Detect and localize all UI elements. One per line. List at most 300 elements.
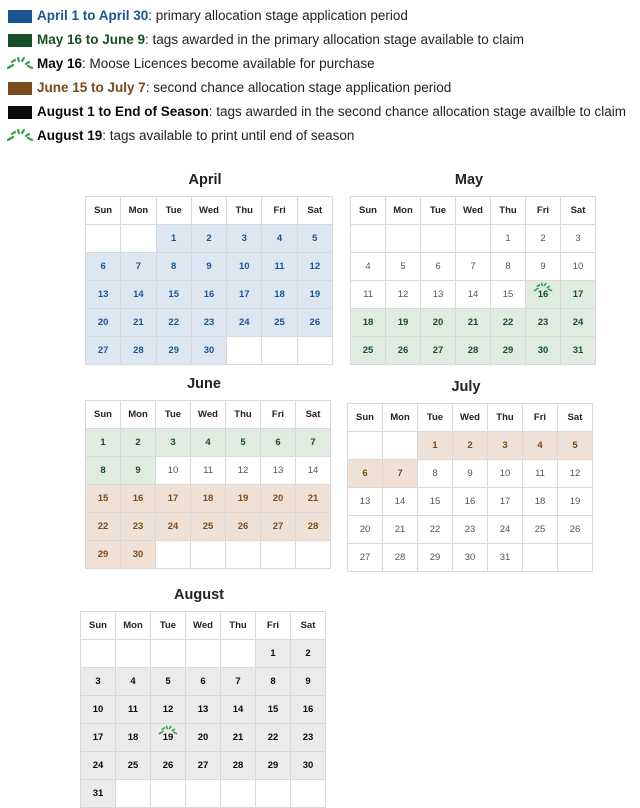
weekday-header: Fri xyxy=(261,401,296,429)
day-cell xyxy=(491,253,526,281)
day-cell xyxy=(221,696,256,724)
day-cell xyxy=(558,516,593,544)
day-cell xyxy=(156,309,191,337)
weekday-header: Mon xyxy=(383,404,418,432)
day-cell xyxy=(186,668,221,696)
day-cell xyxy=(491,225,526,253)
day-number: 10 xyxy=(167,465,179,476)
day-cell xyxy=(121,457,156,485)
day-number: 7 xyxy=(470,261,476,272)
empty-cell xyxy=(348,432,383,460)
day-cell xyxy=(558,488,593,516)
legend-description: : Moose Licences become available for purchase xyxy=(82,56,375,71)
weekday-header: Tue xyxy=(156,197,191,225)
day-number: 10 xyxy=(572,261,584,272)
day-number: 1 xyxy=(432,440,438,451)
day-cell xyxy=(526,225,561,253)
empty-cell xyxy=(383,432,418,460)
day-cell xyxy=(221,668,256,696)
day-cell xyxy=(262,225,297,253)
weekday-header: Wed xyxy=(456,197,491,225)
day-cell xyxy=(297,309,332,337)
day-cell xyxy=(261,429,296,457)
day-cell xyxy=(151,696,186,724)
day-number: 29 xyxy=(267,760,279,771)
empty-cell xyxy=(86,225,121,253)
day-cell xyxy=(191,309,226,337)
day-number: 26 xyxy=(397,345,409,356)
day-cell xyxy=(348,516,383,544)
day-number: 6 xyxy=(200,676,206,687)
day-number: 9 xyxy=(467,468,473,479)
day-cell xyxy=(456,309,491,337)
weekday-header: Sat xyxy=(291,612,326,640)
day-cell xyxy=(418,432,453,460)
day-cell xyxy=(383,544,418,572)
day-number: 6 xyxy=(275,437,281,448)
day-number: 20 xyxy=(359,524,371,535)
day-cell xyxy=(256,640,291,668)
day-number: 18 xyxy=(534,496,546,507)
day-cell xyxy=(291,668,326,696)
legend-text xyxy=(37,54,375,74)
day-number: 13 xyxy=(272,465,284,476)
day-number: 6 xyxy=(362,468,368,479)
day-cell xyxy=(453,460,488,488)
day-number: 27 xyxy=(432,345,444,356)
day-cell xyxy=(561,337,596,365)
day-number: 8 xyxy=(505,261,511,272)
day-cell xyxy=(291,640,326,668)
day-number: 5 xyxy=(572,440,578,451)
day-number: 16 xyxy=(203,289,215,300)
day-cell xyxy=(191,225,226,253)
day-cell xyxy=(121,429,156,457)
day-number: 11 xyxy=(274,261,285,272)
day-cell xyxy=(256,724,291,752)
day-cell xyxy=(156,281,191,309)
empty-cell xyxy=(227,337,262,365)
weekday-header: Sat xyxy=(558,404,593,432)
day-cell xyxy=(226,513,261,541)
weekday-header: Tue xyxy=(421,197,456,225)
day-number: 23 xyxy=(203,317,215,328)
day-number: 24 xyxy=(92,760,104,771)
day-number: 23 xyxy=(302,732,314,743)
day-number: 7 xyxy=(135,261,142,272)
weekday-header: Fri xyxy=(526,197,561,225)
day-number: 15 xyxy=(429,496,441,507)
day-number: 14 xyxy=(307,465,319,476)
day-number: 11 xyxy=(203,465,213,476)
day-number: 27 xyxy=(197,760,209,771)
legend-date-range: August 1 to End of Season xyxy=(37,104,209,119)
legend-swatch xyxy=(8,34,32,47)
day-cell xyxy=(348,488,383,516)
day-number: 2 xyxy=(206,233,212,244)
day-cell xyxy=(453,488,488,516)
day-number: 8 xyxy=(100,465,106,476)
day-number: 16 xyxy=(464,496,476,507)
day-cell xyxy=(561,281,596,309)
day-number: 3 xyxy=(170,437,176,448)
day-number: 8 xyxy=(171,261,177,272)
day-cell xyxy=(156,457,191,485)
month-grid xyxy=(85,196,333,365)
day-number: 22 xyxy=(168,317,179,328)
day-number: 29 xyxy=(502,345,514,356)
legend-date-range: April 1 to April 30 xyxy=(37,8,149,23)
day-number: 15 xyxy=(267,704,279,715)
legend-text xyxy=(37,30,524,50)
day-number: 22 xyxy=(267,732,279,743)
calendar-july xyxy=(347,377,585,572)
day-cell xyxy=(226,457,261,485)
day-number: 22 xyxy=(502,317,514,328)
day-number: 3 xyxy=(95,676,101,687)
day-cell xyxy=(386,281,421,309)
weekday-header: Fri xyxy=(523,404,558,432)
day-number: 27 xyxy=(272,521,284,532)
day-number: 25 xyxy=(362,345,374,356)
day-cell xyxy=(351,309,386,337)
day-number: 21 xyxy=(394,524,406,535)
day-cell xyxy=(296,429,331,457)
day-number: 1 xyxy=(270,648,276,659)
weekday-header: Sun xyxy=(351,197,386,225)
day-cell xyxy=(418,488,453,516)
day-cell xyxy=(456,253,491,281)
day-number: 24 xyxy=(238,317,250,328)
day-number: 23 xyxy=(464,524,476,535)
day-number: 13 xyxy=(432,289,444,300)
day-number: 31 xyxy=(572,345,584,356)
weekday-header: Sun xyxy=(81,612,116,640)
day-number: 15 xyxy=(97,493,109,504)
day-number: 26 xyxy=(569,524,581,535)
day-number: 18 xyxy=(127,732,139,743)
day-number: 19 xyxy=(162,732,174,743)
month-grid xyxy=(350,196,596,365)
legend-text xyxy=(37,6,408,26)
empty-cell xyxy=(191,541,226,569)
legend-text xyxy=(37,126,354,146)
day-number: 29 xyxy=(97,549,109,560)
day-number: 23 xyxy=(537,317,549,328)
month-title: July xyxy=(451,379,481,395)
day-cell xyxy=(453,516,488,544)
day-number: 19 xyxy=(569,496,581,507)
empty-cell xyxy=(351,225,386,253)
day-number: 8 xyxy=(270,676,276,687)
day-cell xyxy=(262,253,297,281)
day-cell xyxy=(151,752,186,780)
weekday-header: Thu xyxy=(491,197,526,225)
day-number: 31 xyxy=(499,552,511,563)
day-cell xyxy=(558,432,593,460)
day-number: 15 xyxy=(502,289,514,300)
day-number: 14 xyxy=(467,289,479,300)
day-number: 10 xyxy=(92,704,104,715)
day-number: 17 xyxy=(167,493,179,504)
day-number: 17 xyxy=(92,732,104,743)
weekday-header: Thu xyxy=(221,612,256,640)
day-number: 15 xyxy=(168,289,179,300)
day-cell xyxy=(296,485,331,513)
empty-cell xyxy=(456,225,491,253)
calendar-may xyxy=(350,170,588,365)
day-cell xyxy=(156,253,191,281)
day-number: 28 xyxy=(133,345,144,356)
day-cell xyxy=(526,253,561,281)
empty-cell xyxy=(121,225,156,253)
day-cell xyxy=(558,460,593,488)
day-cell xyxy=(386,253,421,281)
day-cell xyxy=(256,668,291,696)
day-number: 21 xyxy=(307,493,319,504)
day-number: 2 xyxy=(305,648,311,659)
day-number: 16 xyxy=(537,289,549,300)
legend-date-range: August 19 xyxy=(37,128,103,143)
day-cell xyxy=(121,253,156,281)
day-number: 21 xyxy=(232,732,244,743)
day-number: 30 xyxy=(537,345,549,356)
day-number: 9 xyxy=(540,261,546,272)
day-number: 2 xyxy=(467,440,473,451)
day-cell xyxy=(121,541,156,569)
day-cell xyxy=(421,309,456,337)
day-cell xyxy=(116,724,151,752)
day-number: 3 xyxy=(502,440,508,451)
day-cell xyxy=(86,309,121,337)
day-cell xyxy=(491,281,526,309)
day-number: 13 xyxy=(197,704,209,715)
day-cell xyxy=(227,253,262,281)
legend-description: : second chance allocation stage application period xyxy=(145,80,452,95)
empty-cell xyxy=(81,640,116,668)
empty-cell xyxy=(186,640,221,668)
day-number: 4 xyxy=(276,233,283,244)
day-cell xyxy=(296,457,331,485)
day-number: 11 xyxy=(127,704,139,715)
weekday-header: Sun xyxy=(348,404,383,432)
day-number: 25 xyxy=(202,521,214,532)
day-cell xyxy=(226,485,261,513)
day-cell xyxy=(262,281,297,309)
day-number: 13 xyxy=(97,289,109,300)
day-cell xyxy=(456,281,491,309)
weekday-header: Thu xyxy=(488,404,523,432)
day-number: 4 xyxy=(130,676,136,687)
legend-swatch xyxy=(8,82,32,95)
day-number: 5 xyxy=(240,437,246,448)
day-number: 26 xyxy=(309,317,321,328)
day-cell xyxy=(291,696,326,724)
day-cell xyxy=(297,253,332,281)
day-cell xyxy=(488,432,523,460)
day-number: 28 xyxy=(467,345,479,356)
day-number: 20 xyxy=(272,493,284,504)
day-number: 17 xyxy=(238,289,250,300)
day-cell xyxy=(191,513,226,541)
day-number: 8 xyxy=(432,468,438,479)
empty-cell xyxy=(296,541,331,569)
day-cell xyxy=(488,544,523,572)
day-number: 24 xyxy=(572,317,584,328)
day-number: 13 xyxy=(359,496,371,507)
weekday-header: Mon xyxy=(116,612,151,640)
legend-item xyxy=(6,126,638,150)
weekday-header: Tue xyxy=(418,404,453,432)
day-number: 23 xyxy=(132,521,144,532)
legend-date-range: June 15 to July 7 xyxy=(37,80,146,95)
day-number: 16 xyxy=(132,493,144,504)
day-cell xyxy=(121,485,156,513)
day-number: 27 xyxy=(359,552,371,563)
day-cell xyxy=(81,724,116,752)
starburst-icon xyxy=(6,56,34,70)
day-cell xyxy=(121,337,156,365)
day-number: 14 xyxy=(232,704,244,715)
day-number: 18 xyxy=(274,289,285,300)
day-number: 2 xyxy=(135,437,141,448)
legend-description: : tags awarded in the primary allocation stage available to claim xyxy=(145,32,524,47)
day-number: 7 xyxy=(235,676,241,687)
day-cell xyxy=(186,696,221,724)
weekday-header: Mon xyxy=(121,197,156,225)
weekday-header: Thu xyxy=(227,197,262,225)
day-number: 4 xyxy=(537,440,543,451)
day-number: 2 xyxy=(540,233,546,244)
day-cell xyxy=(86,281,121,309)
legend-description: : tags available to print until end of season xyxy=(102,128,355,143)
weekday-header: Tue xyxy=(151,612,186,640)
weekday-header: Wed xyxy=(191,401,226,429)
day-number: 9 xyxy=(206,261,212,272)
legend-date-range: May 16 to June 9 xyxy=(37,32,146,47)
legend-description: : primary allocation stage application period xyxy=(148,8,408,23)
legend-swatch xyxy=(8,106,32,119)
weekday-header: Fri xyxy=(262,197,297,225)
day-number: 18 xyxy=(202,493,214,504)
day-number: 24 xyxy=(499,524,511,535)
day-cell xyxy=(261,457,296,485)
weekday-header: Mon xyxy=(386,197,421,225)
day-cell xyxy=(191,429,226,457)
day-cell xyxy=(227,309,262,337)
day-number: 11 xyxy=(535,468,545,479)
day-cell xyxy=(386,337,421,365)
empty-cell xyxy=(262,337,297,365)
day-cell xyxy=(383,488,418,516)
legend-date-range: May 16 xyxy=(37,56,83,71)
day-cell xyxy=(191,457,226,485)
day-number: 10 xyxy=(499,468,511,479)
empty-cell xyxy=(297,337,332,365)
weekday-header: Thu xyxy=(226,401,261,429)
day-number: 30 xyxy=(203,345,215,356)
day-cell xyxy=(191,485,226,513)
day-cell xyxy=(561,225,596,253)
day-number: 21 xyxy=(133,317,144,328)
day-number: 20 xyxy=(197,732,209,743)
day-cell xyxy=(561,253,596,281)
weekday-header: Mon xyxy=(121,401,156,429)
day-cell xyxy=(116,752,151,780)
day-number: 16 xyxy=(302,704,314,715)
empty-cell xyxy=(421,225,456,253)
day-number: 18 xyxy=(362,317,374,328)
day-cell xyxy=(351,253,386,281)
day-number: 5 xyxy=(312,233,318,244)
day-cell xyxy=(421,337,456,365)
day-cell xyxy=(386,309,421,337)
day-number: 25 xyxy=(534,524,546,535)
day-cell xyxy=(191,337,226,365)
day-cell xyxy=(191,253,226,281)
day-cell xyxy=(81,696,116,724)
day-cell xyxy=(561,309,596,337)
day-cell xyxy=(86,513,121,541)
day-number: 12 xyxy=(162,704,174,715)
day-number: 30 xyxy=(464,552,476,563)
legend-item xyxy=(6,30,638,54)
day-number: 5 xyxy=(165,676,171,687)
empty-cell xyxy=(116,640,151,668)
day-number: 7 xyxy=(310,437,316,448)
day-cell xyxy=(86,541,121,569)
day-cell xyxy=(156,513,191,541)
day-cell xyxy=(488,516,523,544)
day-cell xyxy=(151,668,186,696)
day-cell xyxy=(221,752,256,780)
weekday-header: Wed xyxy=(453,404,488,432)
day-cell xyxy=(491,309,526,337)
starburst-icon xyxy=(6,128,34,142)
weekday-header: Sun xyxy=(86,197,121,225)
day-number: 12 xyxy=(237,465,249,476)
day-cell xyxy=(526,337,561,365)
day-number: 20 xyxy=(432,317,444,328)
day-number: 20 xyxy=(97,317,109,328)
day-number: 9 xyxy=(305,676,311,687)
legend xyxy=(6,6,638,150)
day-cell xyxy=(297,225,332,253)
day-cell xyxy=(351,337,386,365)
day-number: 5 xyxy=(400,261,406,272)
day-number: 9 xyxy=(135,465,141,476)
day-cell xyxy=(186,724,221,752)
legend-item xyxy=(6,102,638,126)
day-number: 6 xyxy=(435,261,441,272)
day-cell xyxy=(227,225,262,253)
day-cell xyxy=(156,225,191,253)
day-cell xyxy=(488,460,523,488)
day-cell xyxy=(523,488,558,516)
empty-cell xyxy=(261,541,296,569)
day-cell xyxy=(523,432,558,460)
day-cell xyxy=(291,724,326,752)
day-cell xyxy=(151,724,186,752)
legend-item xyxy=(6,6,638,30)
day-number: 1 xyxy=(100,437,106,448)
day-number: 22 xyxy=(429,524,441,535)
day-cell xyxy=(291,752,326,780)
day-number: 19 xyxy=(397,317,409,328)
legend-swatch xyxy=(8,10,32,23)
day-cell xyxy=(421,253,456,281)
day-number: 19 xyxy=(237,493,249,504)
